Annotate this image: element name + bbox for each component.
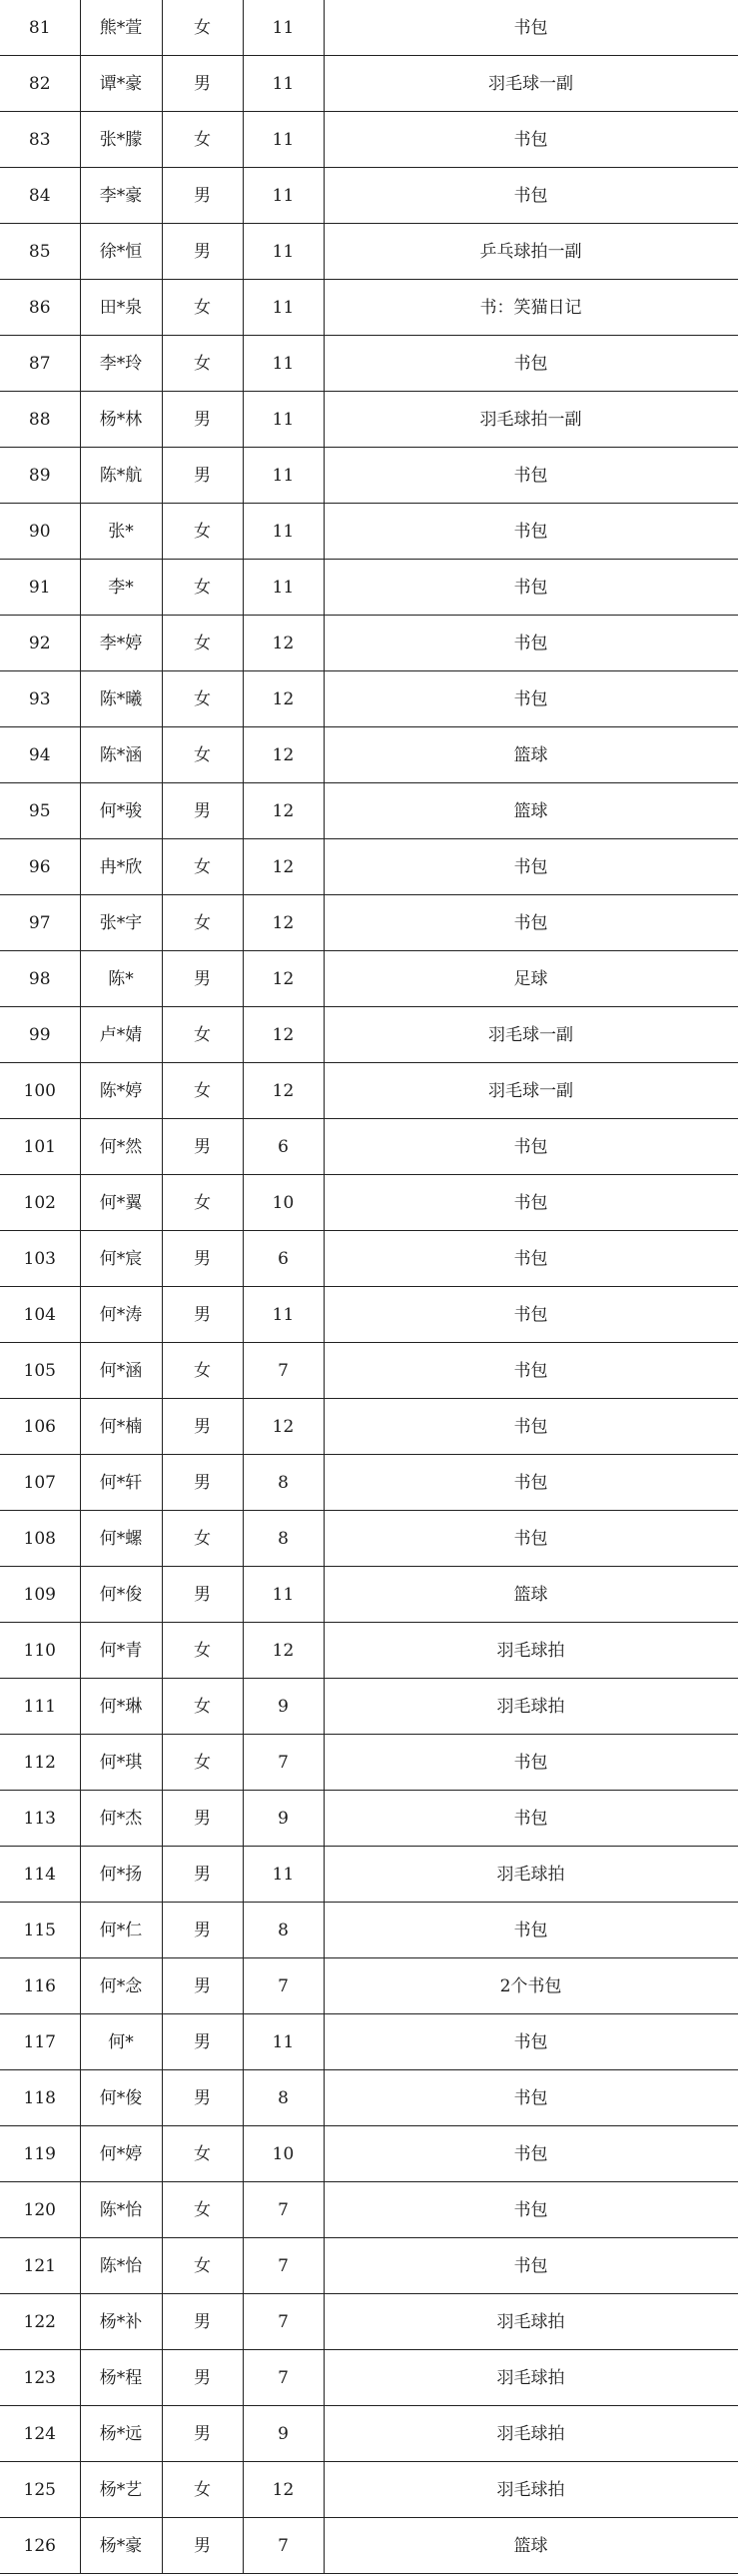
cell-number: 95 — [0, 783, 80, 839]
table-row — [0, 448, 738, 504]
cell-number: 97 — [0, 895, 80, 951]
cell-name: 陈* — [80, 951, 162, 1007]
cell-name: 何*螺 — [80, 1511, 162, 1567]
table-row — [0, 839, 738, 895]
cell-gender: 女 — [162, 1007, 243, 1063]
cell-gift: 羽毛球拍 — [324, 2462, 738, 2518]
cell-number: 109 — [0, 1567, 80, 1623]
cell-gift: 书包 — [324, 2238, 738, 2294]
cell-gender: 女 — [162, 2182, 243, 2238]
cell-gift: 羽毛球一副 — [324, 1063, 738, 1119]
cell-name: 何*扬 — [80, 1847, 162, 1903]
cell-gift: 书包 — [324, 336, 738, 392]
cell-age: 12 — [243, 1623, 324, 1679]
cell-name: 张* — [80, 504, 162, 560]
cell-age: 11 — [243, 1567, 324, 1623]
cell-gender: 男 — [162, 1847, 243, 1903]
table-row — [0, 1063, 738, 1119]
cell-name: 陈*涵 — [80, 727, 162, 783]
cell-name: 李* — [80, 560, 162, 616]
table-row — [0, 2014, 738, 2070]
cell-gender: 女 — [162, 2462, 243, 2518]
cell-age: 12 — [243, 727, 324, 783]
table-row — [0, 1231, 738, 1287]
cell-gift: 羽毛球拍 — [324, 2406, 738, 2462]
cell-name: 徐*恒 — [80, 224, 162, 280]
table-row — [0, 951, 738, 1007]
cell-gift: 羽毛球一副 — [324, 1007, 738, 1063]
cell-number: 81 — [0, 0, 80, 56]
cell-name: 李*玲 — [80, 336, 162, 392]
cell-age: 11 — [243, 392, 324, 448]
table-row — [0, 56, 738, 112]
cell-name: 杨*补 — [80, 2294, 162, 2350]
cell-gift: 羽毛球拍 — [324, 2350, 738, 2406]
cell-gender: 男 — [162, 2518, 243, 2574]
cell-gender: 男 — [162, 2406, 243, 2462]
cell-gift: 书包 — [324, 1791, 738, 1847]
cell-age: 12 — [243, 1007, 324, 1063]
cell-number: 102 — [0, 1175, 80, 1231]
cell-gift: 篮球 — [324, 2518, 738, 2574]
cell-number: 120 — [0, 2182, 80, 2238]
table-row — [0, 1679, 738, 1735]
cell-gender: 男 — [162, 2350, 243, 2406]
cell-number: 126 — [0, 2518, 80, 2574]
table-row — [0, 783, 738, 839]
cell-gift: 书包 — [324, 0, 738, 56]
table-row — [0, 1511, 738, 1567]
cell-gender: 女 — [162, 560, 243, 616]
table-row — [0, 671, 738, 727]
cell-name: 熊*萱 — [80, 0, 162, 56]
cell-name: 杨*豪 — [80, 2518, 162, 2574]
cell-gift: 书包 — [324, 1903, 738, 1958]
cell-name: 何*琪 — [80, 1735, 162, 1791]
cell-number: 119 — [0, 2126, 80, 2182]
cell-gender: 女 — [162, 336, 243, 392]
cell-number: 110 — [0, 1623, 80, 1679]
cell-age: 11 — [243, 1847, 324, 1903]
cell-gender: 女 — [162, 112, 243, 168]
cell-gift: 书包 — [324, 1119, 738, 1175]
cell-gift: 篮球 — [324, 727, 738, 783]
table-row — [0, 1343, 738, 1399]
cell-age: 10 — [243, 1175, 324, 1231]
cell-gift: 书：笑猫日记 — [324, 280, 738, 336]
cell-age: 11 — [243, 280, 324, 336]
cell-age: 12 — [243, 671, 324, 727]
cell-gender: 男 — [162, 951, 243, 1007]
cell-age: 7 — [243, 1958, 324, 2014]
cell-number: 99 — [0, 1007, 80, 1063]
cell-gender: 女 — [162, 1175, 243, 1231]
cell-number: 92 — [0, 616, 80, 671]
cell-age: 11 — [243, 504, 324, 560]
cell-gender: 男 — [162, 1287, 243, 1343]
cell-number: 111 — [0, 1679, 80, 1735]
cell-name: 张*朦 — [80, 112, 162, 168]
cell-number: 84 — [0, 168, 80, 224]
table-row — [0, 1399, 738, 1455]
cell-number: 82 — [0, 56, 80, 112]
cell-number: 114 — [0, 1847, 80, 1903]
cell-age: 11 — [243, 224, 324, 280]
cell-name: 张*宇 — [80, 895, 162, 951]
cell-age: 8 — [243, 1511, 324, 1567]
cell-gender: 男 — [162, 2294, 243, 2350]
cell-gift: 书包 — [324, 1455, 738, 1511]
cell-number: 86 — [0, 280, 80, 336]
table-row — [0, 560, 738, 616]
cell-age: 12 — [243, 951, 324, 1007]
cell-gift: 书包 — [324, 560, 738, 616]
cell-gender: 女 — [162, 895, 243, 951]
table-row — [0, 1007, 738, 1063]
cell-gender: 男 — [162, 448, 243, 504]
cell-age: 8 — [243, 2070, 324, 2126]
table-row — [0, 2126, 738, 2182]
cell-number: 106 — [0, 1399, 80, 1455]
cell-name: 何*涵 — [80, 1343, 162, 1399]
cell-number: 125 — [0, 2462, 80, 2518]
cell-age: 6 — [243, 1119, 324, 1175]
table-row — [0, 2238, 738, 2294]
cell-gift: 羽毛球拍 — [324, 1623, 738, 1679]
cell-gift: 书包 — [324, 1231, 738, 1287]
table-row — [0, 280, 738, 336]
table-row — [0, 2518, 738, 2574]
cell-gender: 女 — [162, 727, 243, 783]
cell-gender: 男 — [162, 2070, 243, 2126]
table-row — [0, 1903, 738, 1958]
cell-name: 陈*怡 — [80, 2238, 162, 2294]
cell-gift: 书包 — [324, 1175, 738, 1231]
cell-number: 88 — [0, 392, 80, 448]
cell-gender: 男 — [162, 1958, 243, 2014]
cell-age: 12 — [243, 839, 324, 895]
cell-number: 101 — [0, 1119, 80, 1175]
cell-age: 9 — [243, 1791, 324, 1847]
cell-name: 何*俊 — [80, 2070, 162, 2126]
cell-age: 12 — [243, 783, 324, 839]
cell-gender: 女 — [162, 1623, 243, 1679]
cell-gender: 男 — [162, 1231, 243, 1287]
cell-number: 89 — [0, 448, 80, 504]
cell-number: 107 — [0, 1455, 80, 1511]
cell-gift: 2个书包 — [324, 1958, 738, 2014]
cell-name: 陈*婷 — [80, 1063, 162, 1119]
cell-number: 96 — [0, 839, 80, 895]
cell-gift: 书包 — [324, 895, 738, 951]
cell-gift: 羽毛球一副 — [324, 56, 738, 112]
cell-gift: 羽毛球拍一副 — [324, 392, 738, 448]
table-row — [0, 336, 738, 392]
table-row — [0, 1455, 738, 1511]
cell-name: 何*涛 — [80, 1287, 162, 1343]
cell-gender: 女 — [162, 671, 243, 727]
cell-age: 11 — [243, 168, 324, 224]
cell-gender: 女 — [162, 1735, 243, 1791]
table-row — [0, 2070, 738, 2126]
cell-number: 87 — [0, 336, 80, 392]
cell-name: 何*仁 — [80, 1903, 162, 1958]
cell-gender: 男 — [162, 56, 243, 112]
cell-age: 9 — [243, 2406, 324, 2462]
cell-name: 卢*婧 — [80, 1007, 162, 1063]
cell-gift: 书包 — [324, 1511, 738, 1567]
cell-name: 田*泉 — [80, 280, 162, 336]
table-row — [0, 2406, 738, 2462]
cell-gender: 女 — [162, 1343, 243, 1399]
cell-age: 11 — [243, 336, 324, 392]
table-row — [0, 168, 738, 224]
table-row — [0, 224, 738, 280]
cell-gift: 书包 — [324, 1287, 738, 1343]
cell-age: 7 — [243, 2294, 324, 2350]
cell-name: 何*杰 — [80, 1791, 162, 1847]
cell-age: 8 — [243, 1455, 324, 1511]
cell-number: 112 — [0, 1735, 80, 1791]
cell-gender: 女 — [162, 0, 243, 56]
cell-name: 杨*艺 — [80, 2462, 162, 2518]
cell-number: 104 — [0, 1287, 80, 1343]
cell-number: 124 — [0, 2406, 80, 2462]
table-row — [0, 2350, 738, 2406]
cell-gender: 男 — [162, 168, 243, 224]
cell-gender: 男 — [162, 1903, 243, 1958]
table-row — [0, 727, 738, 783]
cell-gift: 书包 — [324, 504, 738, 560]
cell-age: 12 — [243, 1399, 324, 1455]
cell-gender: 女 — [162, 1679, 243, 1735]
cell-name: 何*青 — [80, 1623, 162, 1679]
cell-gift: 书包 — [324, 448, 738, 504]
cell-name: 陈*航 — [80, 448, 162, 504]
cell-gift: 书包 — [324, 168, 738, 224]
cell-age: 12 — [243, 616, 324, 671]
cell-age: 7 — [243, 2350, 324, 2406]
table-row — [0, 1958, 738, 2014]
cell-name: 陈*曦 — [80, 671, 162, 727]
cell-gift: 书包 — [324, 671, 738, 727]
cell-name: 何*念 — [80, 1958, 162, 2014]
cell-age: 11 — [243, 56, 324, 112]
cell-name: 何*翼 — [80, 1175, 162, 1231]
cell-gift: 书包 — [324, 616, 738, 671]
cell-name: 李*婷 — [80, 616, 162, 671]
cell-number: 116 — [0, 1958, 80, 2014]
cell-name: 谭*豪 — [80, 56, 162, 112]
table-row — [0, 504, 738, 560]
cell-age: 6 — [243, 1231, 324, 1287]
cell-gender: 男 — [162, 1119, 243, 1175]
table-row — [0, 1119, 738, 1175]
cell-name: 何*轩 — [80, 1455, 162, 1511]
cell-gender: 男 — [162, 1791, 243, 1847]
cell-number: 94 — [0, 727, 80, 783]
table-row — [0, 112, 738, 168]
cell-name: 何*俊 — [80, 1567, 162, 1623]
cell-age: 11 — [243, 560, 324, 616]
cell-gender: 男 — [162, 1455, 243, 1511]
cell-gift: 羽毛球拍 — [324, 2294, 738, 2350]
cell-age: 8 — [243, 1903, 324, 1958]
cell-name: 何* — [80, 2014, 162, 2070]
cell-number: 93 — [0, 671, 80, 727]
cell-gender: 男 — [162, 2014, 243, 2070]
cell-gender: 女 — [162, 280, 243, 336]
cell-gift: 篮球 — [324, 783, 738, 839]
table-row — [0, 1567, 738, 1623]
cell-number: 118 — [0, 2070, 80, 2126]
cell-age: 11 — [243, 2014, 324, 2070]
cell-name: 何*琳 — [80, 1679, 162, 1735]
cell-age: 12 — [243, 1063, 324, 1119]
cell-gift: 羽毛球拍 — [324, 1679, 738, 1735]
table-row — [0, 895, 738, 951]
table-row — [0, 1791, 738, 1847]
cell-gender: 男 — [162, 1399, 243, 1455]
cell-name: 李*豪 — [80, 168, 162, 224]
cell-gender: 女 — [162, 1063, 243, 1119]
cell-age: 7 — [243, 2182, 324, 2238]
cell-number: 113 — [0, 1791, 80, 1847]
cell-name: 杨*林 — [80, 392, 162, 448]
table-row — [0, 1623, 738, 1679]
cell-gift: 篮球 — [324, 1567, 738, 1623]
cell-gender: 男 — [162, 392, 243, 448]
cell-gift: 书包 — [324, 112, 738, 168]
cell-number: 115 — [0, 1903, 80, 1958]
cell-gift: 羽毛球拍 — [324, 1847, 738, 1903]
cell-number: 85 — [0, 224, 80, 280]
cell-number: 108 — [0, 1511, 80, 1567]
cell-gender: 女 — [162, 504, 243, 560]
table-row — [0, 2462, 738, 2518]
cell-gift: 足球 — [324, 951, 738, 1007]
cell-name: 陈*怡 — [80, 2182, 162, 2238]
table-row — [0, 1175, 738, 1231]
cell-number: 105 — [0, 1343, 80, 1399]
cell-gift: 书包 — [324, 2182, 738, 2238]
table-row — [0, 1287, 738, 1343]
cell-number: 90 — [0, 504, 80, 560]
cell-gender: 女 — [162, 2238, 243, 2294]
cell-age: 11 — [243, 448, 324, 504]
cell-gender: 女 — [162, 839, 243, 895]
cell-age: 7 — [243, 1735, 324, 1791]
cell-number: 121 — [0, 2238, 80, 2294]
table-row — [0, 1735, 738, 1791]
cell-gift: 书包 — [324, 1343, 738, 1399]
cell-gender: 女 — [162, 2126, 243, 2182]
cell-number: 122 — [0, 2294, 80, 2350]
table-row — [0, 2294, 738, 2350]
cell-number: 98 — [0, 951, 80, 1007]
cell-number: 103 — [0, 1231, 80, 1287]
table-row — [0, 0, 738, 56]
cell-age: 7 — [243, 2518, 324, 2574]
cell-name: 杨*程 — [80, 2350, 162, 2406]
cell-gender: 女 — [162, 1511, 243, 1567]
cell-number: 91 — [0, 560, 80, 616]
cell-name: 杨*远 — [80, 2406, 162, 2462]
cell-number: 100 — [0, 1063, 80, 1119]
cell-gift: 书包 — [324, 839, 738, 895]
table-row — [0, 2182, 738, 2238]
cell-gift: 乒乓球拍一副 — [324, 224, 738, 280]
cell-age: 11 — [243, 1287, 324, 1343]
cell-name: 何*婷 — [80, 2126, 162, 2182]
cell-age: 11 — [243, 0, 324, 56]
table-row — [0, 392, 738, 448]
cell-gender: 女 — [162, 616, 243, 671]
cell-gender: 男 — [162, 224, 243, 280]
cell-name: 何*楠 — [80, 1399, 162, 1455]
cell-gift: 书包 — [324, 1735, 738, 1791]
cell-number: 117 — [0, 2014, 80, 2070]
cell-gender: 男 — [162, 1567, 243, 1623]
cell-age: 11 — [243, 112, 324, 168]
table-row — [0, 1847, 738, 1903]
cell-age: 10 — [243, 2126, 324, 2182]
cell-gift: 书包 — [324, 2014, 738, 2070]
table-row — [0, 616, 738, 671]
cell-number: 123 — [0, 2350, 80, 2406]
cell-age: 12 — [243, 2462, 324, 2518]
cell-name: 何*骏 — [80, 783, 162, 839]
cell-number: 83 — [0, 112, 80, 168]
cell-age: 9 — [243, 1679, 324, 1735]
cell-gender: 男 — [162, 783, 243, 839]
cell-name: 何*然 — [80, 1119, 162, 1175]
cell-age: 7 — [243, 1343, 324, 1399]
cell-gift: 书包 — [324, 2126, 738, 2182]
cell-gift: 书包 — [324, 1399, 738, 1455]
cell-gift: 书包 — [324, 2070, 738, 2126]
cell-name: 冉*欣 — [80, 839, 162, 895]
cell-name: 何*宸 — [80, 1231, 162, 1287]
cell-age: 12 — [243, 895, 324, 951]
cell-age: 7 — [243, 2238, 324, 2294]
